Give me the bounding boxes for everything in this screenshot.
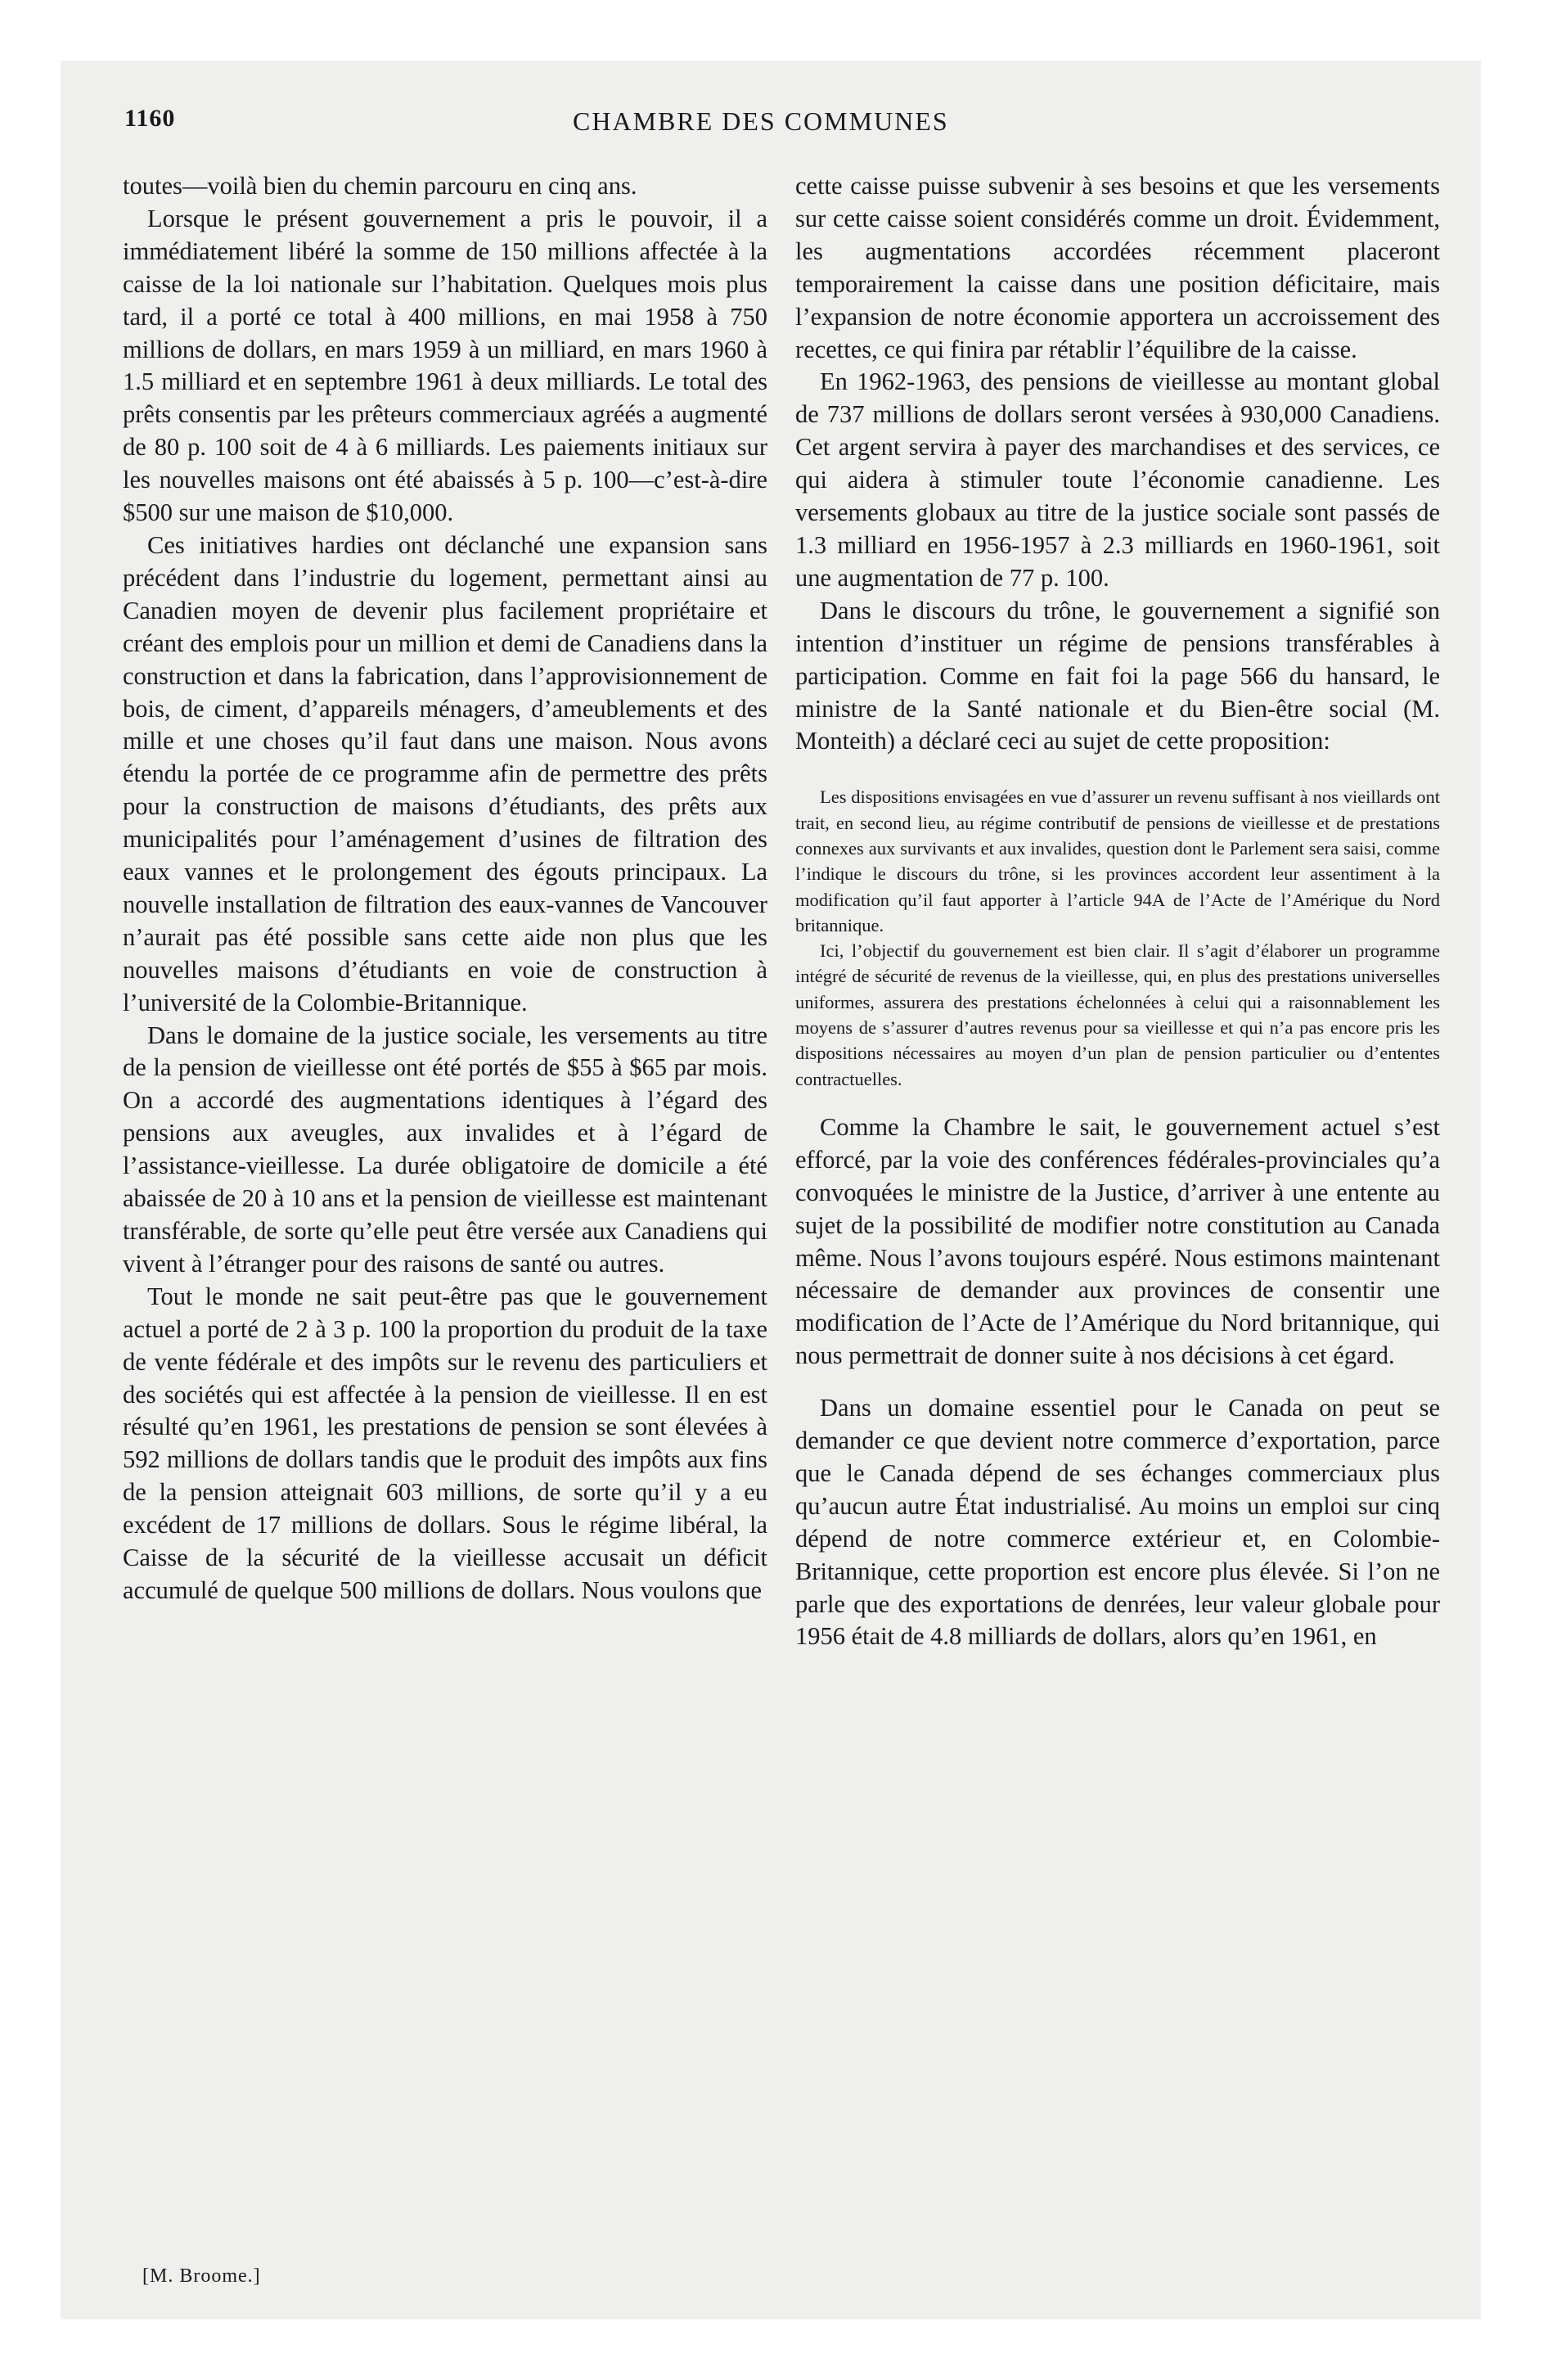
- paragraph: cette caisse puisse subvenir à ses besoins et que les versements sur cette caisse soient considérés comme un droit. Évidemment, les augmentations accordées récemment placeront temporairement la caisse dans une position déficitaire, mais l’expansion de notre économie apportera un accroissement des recettes, ce qui finira par rétablir l’équilibre de la caisse.: [795, 172, 1440, 363]
- quote-paragraph: Les dispositions envisagées en vue d’assurer un revenu suffisant à nos vieillards ont trait, en second lieu, au régime contributif de pensions de vieillesse et de prestations connexes aux survivants et aux invalides, question dont le Parlement sera saisi, comme l’indique le discours du trône, si les provinces accordent leur assentiment à la modification qu’il faut apporter à l’article 94A de l’Acte de l’Amérique du Nord britannique.: [795, 787, 1440, 935]
- right-column: [795, 170, 1440, 1653]
- page-number: 1160: [124, 105, 176, 132]
- paragraph: Tout le monde ne sait peut-être pas que le gouvernement actuel a porté de 2 à 3 p. 100 la proportion du produit de la taxe de vente fédérale et des impôts sur le revenu des particuliers et des sociétés qui est affectée à la pension de vieillesse. Il en est résulté qu’en 1961, les prestations de pension se sont élevées à 592 millions de dollars tandis que le produit des impôts aux fins de la pension atteignait 603 millions, de sorte qu’il y a eu excédent de 17 millions de dollars. Sous le régime libéral, la Caisse de la sécurité de la vieillesse accusait un déficit accumulé de quelque 500 millions de dollars. Nous voulons que: [123, 1282, 767, 1604]
- block-quote: [795, 784, 1440, 1092]
- paragraph: Ces initiatives hardies ont déclanché une expansion sans précédent dans l’industrie du logement, permettant ainsi au Canadien moyen de devenir plus facilement propriétaire et créant des emplois pour un million et demi de Canadiens dans la construction et dans la fabrication, dans l’approvisionnement de bois, de ciment, d’appareils ménagers, d’ameublements et des mille et une choses qu’il faut dans une maison. Nous avons étendu la portée de ce programme afin de permettre des prêts pour la construction de maisons d’étudiants, des prêts aux municipalités pour l’aménagement d’usines de filtration des eaux vannes et le prolongement des égouts principaux. La nouvelle installation de filtration des eaux-vannes de Vancouver n’aurait pas été possible sans cette aide non plus que les nouvelles maisons d’étudiants en voie de construction à l’université de la Colombie-Britannique.: [123, 530, 767, 1016]
- paragraph: Dans le domaine de la justice sociale, les versements au titre de la pension de vieillesse ont été portés de $55 à $65 par mois. On a accordé des augmentations identiques à l’égard des pensions aux aveugles, aux invalides et à l’égard de l’assistance-vieillesse. La durée obligatoire de domicile a été abaissée de 20 à 10 ans et la pension de vieillesse est maintenant transférable, de sorte qu’elle peut être versée aux Canadiens qui vivent à l’étranger pour des raisons de santé ou autres.: [123, 1021, 767, 1278]
- paragraph: toutes—voilà bien du chemin parcouru en cinq ans.: [123, 172, 637, 200]
- left-column: [123, 170, 767, 1607]
- paragraph: En 1962-1963, des pensions de vieillesse au montant global de 737 millions de dollars seront versées à 930,000 Canadiens. Cet argent servira à payer des marchandises et des services, ce qui aidera à stimuler toute l’économie canadienne. Les versements globaux au titre de la justice sociale sont passés de 1.3 milliard en 1956-1957 à 2.3 milliards en 1960-1961, soit une augmentation de 77 p. 100.: [795, 367, 1440, 592]
- paragraph: Dans un domaine essentiel pour le Canada on peut se demander ce que devient notre commerce d’exportation, parce que le Canada dépend de ses échanges commerciaux plus qu’aucun autre État industrialisé. Au moins un emploi sur cinq dépend de notre commerce extérieur et, en Colombie-Britannique, cette proportion est encore plus élevée. Si l’on ne parle que des exportations de denrées, leur valeur globale pour 1956 était de 4.8 milliards de dollars, alors qu’en 1961, en: [795, 1394, 1440, 1651]
- paragraph: Comme la Chambre le sait, le gouvernement actuel s’est efforcé, par la voie des conférences fédérales-provinciales qu’a convoquées le ministre de la Justice, d’arriver à une entente au sujet de la possibilité de modifier notre constitution au Canada même. Nous l’avons toujours espéré. Nous estimons maintenant nécessaire de demander aux provinces de consentir une modification de l’Acte de l’Amérique du Nord britannique, qui nous permettrait de donner suite à nos décisions à cet égard.: [795, 1112, 1440, 1370]
- running-head: CHAMBRE DES COMMUNES: [573, 106, 949, 136]
- quote-paragraph: Ici, l’objectif du gouvernement est bien clair. Il s’agit d’élaborer un programme intégré de sécurité de revenus de la vieillesse, qui, en plus des prestations universelles uniformes, assurera des prestations échelonnées à celui qui a raisonnablement les moyens de s’assurer d’autres revenus pour sa vieillesse et qui n’a pas encore pris les dispositions nécessaires au moyen d’un plan de pension particulier ou d’ententes contractuelles.: [795, 940, 1440, 1089]
- paragraph: Lorsque le présent gouvernement a pris le pouvoir, il a immédiatement libéré la somme de 150 millions affectée à la caisse de la loi nationale sur l’habitation. Quelques mois plus tard, il a porté ce total à 400 millions, en mai 1958 à 750 millions de dollars, en mars 1959 à un milliard, en mars 1960 à 1.5 milliard et en septembre 1961 à deux milliards. Le total des prêts consentis par les prêteurs commerciaux agréés a augmenté de 80 p. 100 soit de 4 à 6 milliards. Les paiements initiaux sur les nouvelles maisons ont été abaissés à 5 p. 100—c’est-à-dire $500 sur une maison de $10,000.: [123, 204, 767, 527]
- paragraph: Dans le discours du trône, le gouvernement a signifié son intention d’instituer un régime de pensions transférables à participation. Comme en fait foi la page 566 du hansard, le ministre de la Santé nationale et du Bien-être social (M. Monteith) a déclaré ceci au sujet de cette proposition:: [795, 596, 1440, 755]
- speaker-attribution: [M. Broome.]: [142, 2265, 261, 2287]
